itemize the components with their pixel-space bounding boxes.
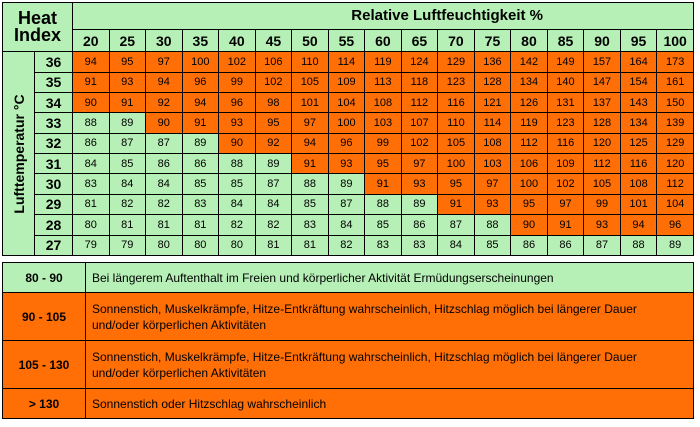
legend-range: > 130 bbox=[3, 389, 86, 419]
heat-index-cell: 124 bbox=[401, 52, 438, 72]
heat-index-cell: 94 bbox=[292, 133, 329, 153]
humidity-column-header: 35 bbox=[182, 29, 219, 52]
heat-index-cell: 88 bbox=[219, 154, 256, 174]
heat-index-cell: 128 bbox=[474, 72, 511, 92]
legend-row bbox=[3, 341, 694, 389]
heat-index-cell: 85 bbox=[182, 174, 219, 194]
heat-index-cell: 94 bbox=[146, 72, 183, 92]
temperature-row-header: 36 bbox=[35, 52, 73, 72]
heat-index-cell: 93 bbox=[584, 215, 621, 235]
heat-index-cell: 100 bbox=[328, 113, 365, 133]
heat-index-cell: 87 bbox=[584, 235, 621, 255]
heat-index-cell: 93 bbox=[219, 113, 256, 133]
heat-index-cell: 112 bbox=[657, 174, 694, 194]
table-row bbox=[3, 174, 694, 194]
heat-index-cell: 103 bbox=[474, 154, 511, 174]
heat-index-cell: 93 bbox=[328, 154, 365, 174]
heat-index-cell: 95 bbox=[255, 113, 292, 133]
heat-index-cell: 112 bbox=[584, 154, 621, 174]
heat-index-cell: 157 bbox=[584, 52, 621, 72]
heat-index-cell: 91 bbox=[547, 215, 584, 235]
heat-index-cell: 95 bbox=[438, 174, 475, 194]
table-header-row bbox=[3, 3, 694, 30]
heat-index-cell: 120 bbox=[584, 133, 621, 153]
heat-index-cell: 123 bbox=[547, 113, 584, 133]
heat-index-cell: 121 bbox=[474, 93, 511, 113]
heat-index-cell: 90 bbox=[511, 215, 548, 235]
heat-index-cell: 116 bbox=[547, 133, 584, 153]
heat-index-cell: 91 bbox=[73, 72, 110, 92]
heat-index-cell: 137 bbox=[584, 93, 621, 113]
heat-index-cell: 102 bbox=[219, 52, 256, 72]
heat-index-cell: 86 bbox=[547, 235, 584, 255]
heat-index-cell: 102 bbox=[401, 133, 438, 153]
heat-index-cell: 128 bbox=[584, 113, 621, 133]
heat-index-cell: 84 bbox=[438, 235, 475, 255]
heat-index-cell: 88 bbox=[620, 235, 657, 255]
heat-index-cell: 97 bbox=[401, 154, 438, 174]
heat-index-cell: 84 bbox=[255, 194, 292, 214]
heat-index-cell: 107 bbox=[401, 113, 438, 133]
humidity-column-header: 50 bbox=[292, 29, 329, 52]
humidity-header-row bbox=[3, 29, 694, 52]
heat-index-cell: 119 bbox=[511, 113, 548, 133]
temperature-row-header: 32 bbox=[35, 133, 73, 153]
heat-index-cell: 83 bbox=[182, 194, 219, 214]
heat-index-cell: 96 bbox=[182, 72, 219, 92]
legend-description: Sonnenstich, Muskelkrämpfe, Hitze-Entkräftung wahrscheinlich, Hitzschlag möglich bei längerer Dauer und/oder körperlichen Aktivitäten bbox=[86, 293, 694, 341]
table-row bbox=[3, 194, 694, 214]
heat-index-cell: 142 bbox=[511, 52, 548, 72]
heat-index-cell: 99 bbox=[219, 72, 256, 92]
heat-index-cell: 92 bbox=[146, 93, 183, 113]
heat-index-cell: 91 bbox=[109, 93, 146, 113]
heat-index-cell: 89 bbox=[109, 113, 146, 133]
table-row bbox=[3, 52, 694, 72]
heat-index-cell: 89 bbox=[657, 235, 694, 255]
legend-row bbox=[3, 389, 694, 419]
heat-index-cell: 83 bbox=[292, 215, 329, 235]
heat-index-cell: 91 bbox=[365, 174, 402, 194]
heat-index-cell: 80 bbox=[73, 215, 110, 235]
legend-description: Sonnenstich, Muskelkrämpfe, Hitze-Entkräftung wahrscheinlich, Hitzschlag möglich bei längerer Dauer und/oder körperlichen Aktivitäten bbox=[86, 341, 694, 389]
heat-index-cell: 88 bbox=[365, 194, 402, 214]
title-line-2: Index bbox=[14, 25, 62, 46]
heat-index-cell: 88 bbox=[73, 113, 110, 133]
heat-index-cell: 105 bbox=[584, 174, 621, 194]
table-title bbox=[3, 3, 73, 52]
heat-index-cell: 80 bbox=[182, 235, 219, 255]
heat-index-cell: 120 bbox=[657, 154, 694, 174]
humidity-column-header: 45 bbox=[255, 29, 292, 52]
heat-index-cell: 84 bbox=[109, 174, 146, 194]
legend-description: Sonnenstich oder Hitzschlag wahrscheinlich bbox=[86, 389, 694, 419]
heat-index-cell: 94 bbox=[620, 215, 657, 235]
heat-index-cell: 126 bbox=[511, 93, 548, 113]
heat-index-cell: 87 bbox=[328, 194, 365, 214]
heat-index-cell: 86 bbox=[182, 154, 219, 174]
temperature-axis bbox=[3, 52, 35, 256]
heat-index-cell: 82 bbox=[146, 194, 183, 214]
heat-index-cell: 82 bbox=[328, 235, 365, 255]
heat-index-cell: 84 bbox=[73, 154, 110, 174]
heat-index-cell: 80 bbox=[146, 235, 183, 255]
heat-index-cell: 104 bbox=[328, 93, 365, 113]
temperature-row-header: 28 bbox=[35, 215, 73, 235]
temperature-row-header: 31 bbox=[35, 154, 73, 174]
humidity-column-header: 80 bbox=[511, 29, 548, 52]
heat-index-cell: 84 bbox=[146, 174, 183, 194]
heat-index-cell: 87 bbox=[109, 133, 146, 153]
humidity-column-header: 65 bbox=[401, 29, 438, 52]
heat-index-cell: 82 bbox=[219, 215, 256, 235]
heat-index-cell: 116 bbox=[620, 154, 657, 174]
heat-index-cell: 87 bbox=[438, 215, 475, 235]
heat-index-cell: 134 bbox=[511, 72, 548, 92]
heat-index-cell: 99 bbox=[365, 133, 402, 153]
heat-index-cell: 105 bbox=[438, 133, 475, 153]
heat-index-cell: 90 bbox=[146, 113, 183, 133]
heat-index-cell: 161 bbox=[657, 72, 694, 92]
humidity-column-header: 40 bbox=[219, 29, 256, 52]
heat-index-cell: 85 bbox=[365, 215, 402, 235]
humidity-column-header: 100 bbox=[657, 29, 694, 52]
heat-index-cell: 97 bbox=[474, 174, 511, 194]
heat-index-cell: 96 bbox=[328, 133, 365, 153]
heat-index-cell: 136 bbox=[474, 52, 511, 72]
legend-description: Bei längerem Auftenthalt im Freien und körperlicher Aktivität Ermüdungserscheinungen bbox=[86, 263, 694, 293]
humidity-column-header: 85 bbox=[547, 29, 584, 52]
heat-index-cell: 95 bbox=[365, 154, 402, 174]
heat-index-cell: 110 bbox=[292, 52, 329, 72]
heat-index-cell: 88 bbox=[474, 215, 511, 235]
table-row bbox=[3, 154, 694, 174]
heat-index-cell: 125 bbox=[620, 133, 657, 153]
heat-index-cell: 119 bbox=[365, 52, 402, 72]
heat-index-cell: 101 bbox=[620, 194, 657, 214]
table-row bbox=[3, 133, 694, 153]
heat-index-cell: 91 bbox=[438, 194, 475, 214]
table-row bbox=[3, 113, 694, 133]
heat-index-cell: 98 bbox=[255, 93, 292, 113]
heat-index-cell: 89 bbox=[182, 133, 219, 153]
heat-index-cell: 110 bbox=[438, 113, 475, 133]
heat-index-cell: 123 bbox=[438, 72, 475, 92]
heat-index-cell: 129 bbox=[657, 133, 694, 153]
heat-index-cell: 101 bbox=[292, 93, 329, 113]
heat-index-cell: 97 bbox=[292, 113, 329, 133]
humidity-column-header: 55 bbox=[328, 29, 365, 52]
heat-index-cell: 108 bbox=[620, 174, 657, 194]
heat-index-cell: 97 bbox=[547, 194, 584, 214]
heat-index-cell: 84 bbox=[219, 194, 256, 214]
heat-index-cell: 89 bbox=[401, 194, 438, 214]
humidity-column-header: 20 bbox=[73, 29, 110, 52]
heat-index-cell: 140 bbox=[547, 72, 584, 92]
heat-index-cell: 93 bbox=[474, 194, 511, 214]
heat-index-cell: 108 bbox=[474, 133, 511, 153]
heat-index-cell: 116 bbox=[438, 93, 475, 113]
heat-index-cell: 93 bbox=[401, 174, 438, 194]
heat-index-cell: 100 bbox=[438, 154, 475, 174]
heat-index-cell: 83 bbox=[401, 235, 438, 255]
heat-index-cell: 84 bbox=[328, 215, 365, 235]
table-row bbox=[3, 72, 694, 92]
heat-index-cell: 108 bbox=[365, 93, 402, 113]
heat-index-cell: 95 bbox=[109, 52, 146, 72]
heat-index-cell: 96 bbox=[657, 215, 694, 235]
heat-index-cell: 88 bbox=[292, 174, 329, 194]
heat-index-cell: 173 bbox=[657, 52, 694, 72]
humidity-column-header: 30 bbox=[146, 29, 183, 52]
heat-index-cell: 89 bbox=[328, 174, 365, 194]
legend-row bbox=[3, 293, 694, 341]
temperature-row-header: 27 bbox=[35, 235, 73, 255]
heat-index-cell: 81 bbox=[292, 235, 329, 255]
heat-index-cell: 85 bbox=[474, 235, 511, 255]
heat-index-cell: 106 bbox=[511, 154, 548, 174]
heat-index-cell: 94 bbox=[182, 93, 219, 113]
legend-range: 80 - 90 bbox=[3, 263, 86, 293]
heat-index-cell: 129 bbox=[438, 52, 475, 72]
humidity-column-header: 25 bbox=[109, 29, 146, 52]
heat-index-cell: 103 bbox=[365, 113, 402, 133]
heat-index-cell: 112 bbox=[511, 133, 548, 153]
heat-index-cell: 81 bbox=[255, 235, 292, 255]
temperature-axis-label: Lufttemperatur °C bbox=[10, 94, 27, 214]
heat-index-cell: 90 bbox=[219, 133, 256, 153]
humidity-column-header: 75 bbox=[474, 29, 511, 52]
heat-index-cell: 118 bbox=[401, 72, 438, 92]
legend-range: 90 - 105 bbox=[3, 293, 86, 341]
heat-index-cell: 86 bbox=[401, 215, 438, 235]
heat-index-cell: 100 bbox=[182, 52, 219, 72]
heat-index-cell: 83 bbox=[73, 174, 110, 194]
temperature-row-header: 35 bbox=[35, 72, 73, 92]
heat-index-cell: 79 bbox=[73, 235, 110, 255]
heat-index-cell: 86 bbox=[73, 133, 110, 153]
heat-index-table bbox=[2, 2, 694, 256]
heat-index-cell: 154 bbox=[620, 72, 657, 92]
heat-index-cell: 100 bbox=[511, 174, 548, 194]
heat-index-cell: 106 bbox=[255, 52, 292, 72]
temperature-row-header: 34 bbox=[35, 93, 73, 113]
heat-index-cell: 85 bbox=[292, 194, 329, 214]
humidity-column-header: 95 bbox=[620, 29, 657, 52]
heat-index-cell: 139 bbox=[657, 113, 694, 133]
heat-index-cell: 86 bbox=[511, 235, 548, 255]
heat-index-cell: 87 bbox=[255, 174, 292, 194]
heat-index-cell: 91 bbox=[292, 154, 329, 174]
humidity-column-header: 70 bbox=[438, 29, 475, 52]
temperature-row-header: 33 bbox=[35, 113, 73, 133]
heat-index-cell: 81 bbox=[73, 194, 110, 214]
heat-index-cell: 109 bbox=[547, 154, 584, 174]
heat-index-cell: 102 bbox=[547, 174, 584, 194]
heat-index-cell: 87 bbox=[146, 133, 183, 153]
heat-index-cell: 85 bbox=[109, 154, 146, 174]
heat-index-cell: 131 bbox=[547, 93, 584, 113]
heat-index-cell: 89 bbox=[255, 154, 292, 174]
heat-index-cell: 114 bbox=[474, 113, 511, 133]
heat-index-cell: 143 bbox=[620, 93, 657, 113]
heat-index-cell: 99 bbox=[584, 194, 621, 214]
heat-index-cell: 79 bbox=[109, 235, 146, 255]
heat-index-cell: 90 bbox=[73, 93, 110, 113]
table-row bbox=[3, 215, 694, 235]
heat-index-cell: 83 bbox=[365, 235, 402, 255]
temperature-row-header: 29 bbox=[35, 194, 73, 214]
heat-index-cell: 82 bbox=[109, 194, 146, 214]
heat-index-cell: 95 bbox=[511, 194, 548, 214]
legend-range: 105 - 130 bbox=[3, 341, 86, 389]
heat-index-cell: 105 bbox=[292, 72, 329, 92]
heat-index-cell: 85 bbox=[219, 174, 256, 194]
heat-index-cell: 80 bbox=[219, 235, 256, 255]
heat-index-cell: 112 bbox=[401, 93, 438, 113]
humidity-axis-title: Relative Luftfeuchtigkeit % bbox=[73, 3, 694, 30]
heat-index-cell: 150 bbox=[657, 93, 694, 113]
heat-index-cell: 86 bbox=[146, 154, 183, 174]
heat-index-cell: 81 bbox=[109, 215, 146, 235]
heat-index-cell: 97 bbox=[146, 52, 183, 72]
table-row bbox=[3, 93, 694, 113]
table-row bbox=[3, 235, 694, 255]
heat-index-cell: 94 bbox=[73, 52, 110, 72]
legend-table bbox=[2, 262, 694, 419]
heat-index-cell: 102 bbox=[255, 72, 292, 92]
heat-index-cell: 96 bbox=[219, 93, 256, 113]
heat-index-cell: 82 bbox=[255, 215, 292, 235]
heat-index-cell: 104 bbox=[657, 194, 694, 214]
heat-index-cell: 81 bbox=[146, 215, 183, 235]
heat-index-cell: 91 bbox=[182, 113, 219, 133]
heat-index-cell: 81 bbox=[182, 215, 219, 235]
heat-index-cell: 113 bbox=[365, 72, 402, 92]
heat-index-cell: 109 bbox=[328, 72, 365, 92]
heat-index-cell: 164 bbox=[620, 52, 657, 72]
heat-index-cell: 149 bbox=[547, 52, 584, 72]
heat-index-cell: 147 bbox=[584, 72, 621, 92]
humidity-column-header: 90 bbox=[584, 29, 621, 52]
heat-index-cell: 114 bbox=[328, 52, 365, 72]
title-line-1: Heat bbox=[18, 8, 58, 29]
humidity-column-header: 60 bbox=[365, 29, 402, 52]
heat-index-cell: 134 bbox=[620, 113, 657, 133]
heat-index-cell: 92 bbox=[255, 133, 292, 153]
temperature-row-header: 30 bbox=[35, 174, 73, 194]
heat-index-cell: 93 bbox=[109, 72, 146, 92]
legend-row bbox=[3, 263, 694, 293]
